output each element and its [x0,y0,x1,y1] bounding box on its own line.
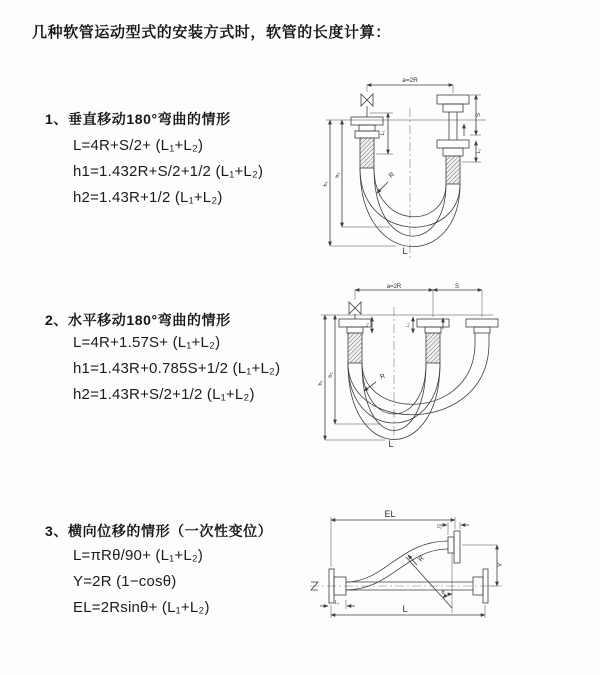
hose-displaced-position [346,541,448,590]
formula-line: h2=1.43R+S/2+1/2 (L₁+L₂) [73,385,255,403]
diagram-horizontal-180-bend [315,283,500,451]
radius-label: R [417,555,426,564]
hose-braid-left [348,333,362,363]
dimension-h2-label: h₂ [335,172,341,178]
angle-construction [406,553,452,613]
formula-line: L=4R+S/2+ (L₁+L₂) [73,137,204,154]
dimension-a2r-label: a=2R [402,77,418,84]
length-label: L [402,246,408,256]
hose-braid-left [360,138,374,168]
dimension-y-label: Y [497,562,504,568]
length-label: L [402,604,408,614]
diagram-lateral-displacement [305,505,510,630]
hose-braid-right [446,156,460,184]
hose-curves [348,343,489,440]
top-right-flange [448,531,460,563]
middle-flange [417,319,449,333]
dimension-l1-label: L₁ [405,322,410,328]
dimension-l2-label: L₂ [476,148,482,154]
valve-icon [361,94,373,117]
angle-theta-label: θ [441,590,445,596]
radius-label: R [387,171,396,180]
dimension-a2r-label: a=2R [386,284,402,290]
formula-line: L=πRθ/90+ (L₁+L₂) [73,547,204,564]
dimension-h1-label: h₁ [318,380,324,386]
page-title: 几种软管运动型式的安装方式时，软管的长度计算： [32,24,391,41]
section-3-formulas [73,543,210,620]
dimension-l1-label: L₁ [334,600,340,606]
formula-line: EL=2Rsinθ+ (L₁+L₂) [73,598,210,616]
diagram-vertical-180-bend [318,72,493,264]
radius-label: R [379,372,387,381]
formula-line: h2=1.43R+1/2 (L₁+L₂) [73,188,223,206]
dimension-h2-label: h₂ [328,372,334,378]
length-label: L [388,439,394,449]
hose-braid-middle [426,333,440,363]
right-flange [466,319,498,343]
formula-line: Y=2R (1−cosθ) [73,572,177,590]
dimension-l1-label: L₁ [380,130,386,136]
dimension-el-label: EL [384,509,396,519]
formula-line: h1=1.43R+0.785S+1/2 (L₁+L₂) [73,359,281,377]
dimension-s-label: S [476,112,482,118]
section-2-formulas [73,330,280,407]
section-1-heading: 1、垂直移动180°弯曲的情形 [45,111,231,127]
dimension-l1-label: L₁ [364,322,369,328]
dimension-l2-label: L₂ [437,524,442,530]
section-1-formulas [73,133,263,210]
dimension-s-label: S [454,284,460,290]
section-3-heading: 3、横向位移的情形（一次性变位） [45,523,273,539]
dimension-h1-label: h₁ [323,181,329,187]
formula-line: h1=1.432R+S/2+1/2 (L₁+L₂) [73,162,264,180]
valve-icon [349,302,361,319]
section-2-heading: 2、水平移动180°弯曲的情形 [45,312,231,328]
formula-line: L=4R+1.57S+ (L₁+L₂) [73,334,221,351]
